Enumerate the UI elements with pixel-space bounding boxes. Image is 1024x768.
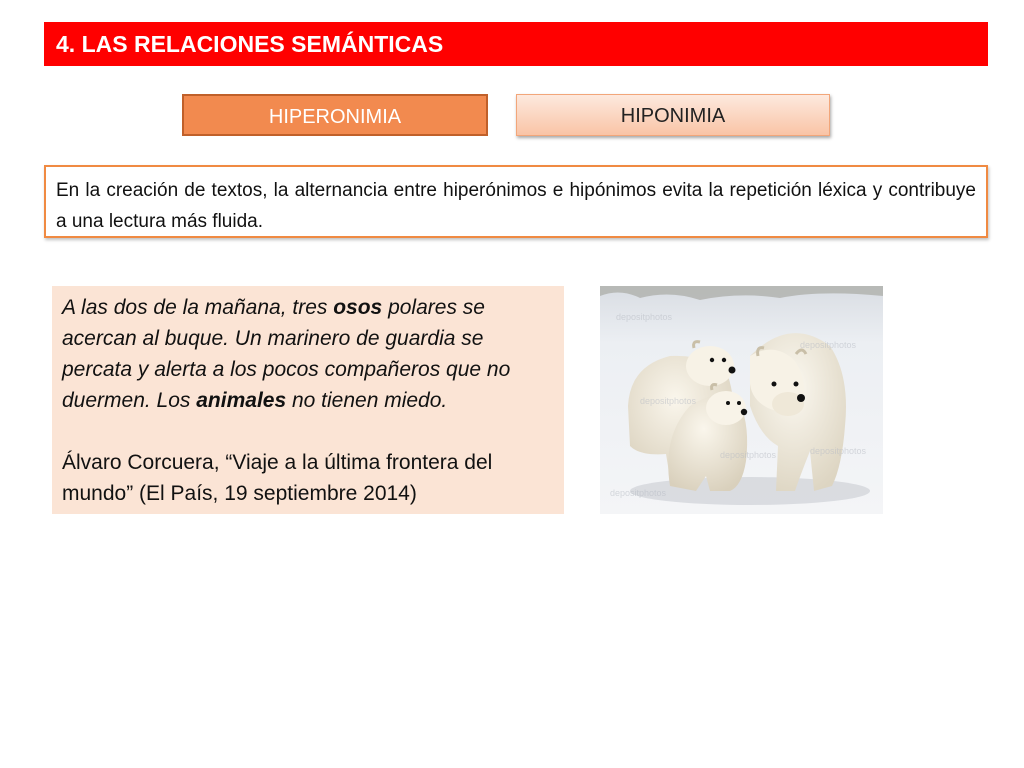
quote-bold-animales: animales: [196, 389, 287, 412]
svg-text:depositphotos: depositphotos: [610, 488, 667, 498]
quote-source: Álvaro Corcuera, “Viaje a la última frontera del mundo” (El País, 19 septiembre 2014): [62, 451, 493, 505]
definition-box: [44, 165, 988, 238]
polar-bears-photo: [600, 286, 883, 514]
hyperonymy-chip[interactable]: HIPERONIMIA: [182, 94, 488, 136]
svg-text:depositphotos: depositphotos: [800, 340, 857, 350]
polar-bears-illustration: [600, 286, 883, 514]
quote-bold-osos: osos: [333, 296, 383, 319]
quote-part-3: no tienen miedo.: [286, 389, 448, 412]
svg-text:depositphotos: depositphotos: [616, 312, 673, 322]
quote-part-2: polares se acercan al buque. Un marinero de guardia se percata y alerta a los pocos compañeros que no duermen. Los: [62, 296, 511, 412]
svg-text:depositphotos: depositphotos: [720, 450, 777, 460]
svg-text:depositphotos: depositphotos: [640, 396, 697, 406]
quote-box: [52, 286, 564, 514]
quote-part-1: A las dos de la mañana, tres: [62, 296, 334, 319]
quote-text: [62, 292, 554, 416]
svg-text:depositphotos: depositphotos: [810, 446, 867, 456]
hyponymy-chip[interactable]: HIPONIMIA: [516, 94, 830, 136]
slide-title: 4. LAS RELACIONES SEMÁNTICAS: [44, 22, 988, 66]
definition-text: En la creación de textos, la alternancia entre hiperónimos e hipónimos evita la repetición léxica y contribuye a una lectura más fluida.: [56, 180, 976, 232]
